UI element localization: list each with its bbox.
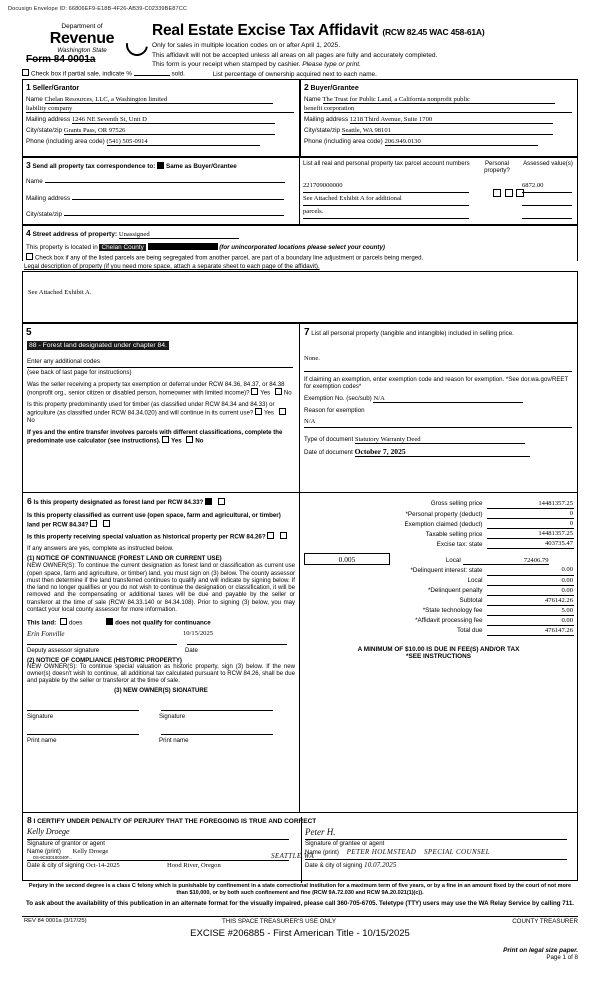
local-rate-value: 0.005	[338, 555, 356, 564]
legal-size-note	[22, 947, 578, 961]
exemption-no-value[interactable]: N/A	[373, 395, 523, 403]
page-number: Page 1 of 8	[546, 954, 578, 961]
tax-value-total[interactable]: 476147.26	[487, 625, 574, 635]
q5-3-no-checkbox[interactable]	[186, 436, 193, 443]
tax-value-delinq-penalty[interactable]: 0.00	[487, 585, 574, 595]
tax-row	[304, 509, 574, 519]
section-tax-correspondence	[22, 157, 300, 225]
assessed-value-1[interactable]: 6872.00	[522, 182, 572, 193]
q5-2-yes-checkbox[interactable]	[255, 408, 262, 415]
ada-text: To ask about the availability of this publication in an alternate format for the visually impaired, please call 360-705-6705. Teletype (TTY) users may use the WA Relay Service by calling 711.	[25, 900, 574, 907]
page-title-rcw: (RCW 82.45 WAC 458-61A)	[382, 27, 485, 37]
q5-1-no-checkbox[interactable]	[275, 388, 282, 395]
tax-label-processing-fee: *Affidavit processing fee	[415, 617, 483, 624]
tax-value-exemption[interactable]: 0	[487, 519, 575, 529]
corr-citystate-value[interactable]	[64, 215, 284, 216]
section-5-number: 5	[26, 327, 32, 338]
notice-continuance-title: (1) NOTICE OF CONTINUANCE (FOREST LAND OR CURRENT USE)	[27, 555, 222, 563]
tax-label-delinq-penalty: *Delinquent penalty	[427, 587, 483, 594]
street-address-value[interactable]: Unassigned	[119, 231, 239, 239]
section-tax-computation	[300, 493, 578, 813]
page-title-text: Real Estate Excise Tax Affidavit	[152, 22, 379, 39]
new-owner-sig-label-2: Signature	[159, 713, 186, 721]
section-use-code	[22, 323, 300, 493]
reason-exemption-value[interactable]: N/A	[304, 418, 572, 428]
subtitle-line3: This form is your receipt when stamped by cashier.	[152, 61, 303, 69]
tax-row	[304, 539, 574, 549]
assessed-value-2[interactable]	[522, 195, 572, 206]
section-4-title: Street address of property:	[32, 231, 118, 238]
grantee-name-label: Name (print)	[305, 849, 339, 856]
deputy-date-label: Date	[185, 646, 198, 654]
section-street-address	[22, 225, 578, 261]
seller-name-value[interactable]: Chelan Resources, LLC, a Washington limited	[45, 96, 273, 104]
section-1-title: Seller/Grantor	[32, 85, 80, 92]
reason-exemption-label: Reason for exemption	[304, 406, 365, 414]
section-buyer	[300, 79, 578, 157]
exemption-no-label: Exemption No. (sec/sub)	[304, 394, 372, 402]
tax-label-state: Excise tax: state	[436, 540, 483, 548]
legal-desc-label: Legal description of property (if you need more space, attach a separate sheet to each page of the affidavit).	[24, 263, 320, 270]
same-as-buyer-label: Same as Buyer/Grantee	[166, 163, 237, 170]
tax-label-subtotal: Subtotal	[459, 597, 483, 604]
q6-3-yes-checkbox[interactable]	[267, 532, 274, 539]
same-as-buyer-checkbox[interactable]	[157, 162, 164, 169]
personal-property-value[interactable]: None.	[304, 355, 320, 362]
parcel-number-3[interactable]: parcels.	[303, 208, 469, 219]
thisland-label: This land:	[27, 619, 57, 627]
form-number: Form 84 0001a	[26, 54, 96, 65]
deputy-assessor-signature[interactable]: Erin Fonville	[27, 629, 65, 638]
grantor-name-label: Name (print)	[27, 848, 61, 855]
buyer-name-label: Name	[304, 96, 321, 103]
q5-1-yes: Yes	[260, 389, 271, 397]
perjury-text: Perjury in the second degree is a class C felony which is punishable by confinement in a state correctional institution for a maximum term of five years, or by a fine in an amount fixed by the court of not more than $10,000, or by both such confinement and fine (RCW 9A.72.030 and RCW 9A.20.021(1)(c)).	[28, 883, 572, 896]
section-1-number: 1	[26, 82, 31, 92]
docusign-envelope-id: Docusign Envelope ID: 66806EF9-E18B-4F26-AB39-C02339BE87CC	[8, 6, 187, 12]
buyer-phone-value[interactable]: 206.949.0130	[385, 138, 538, 146]
grantee-date-label: Date & city of signing	[305, 862, 363, 869]
thisland-does-checkbox[interactable]	[60, 618, 67, 625]
segregated-checkbox[interactable]	[26, 253, 33, 260]
ownership-note: List percentage of ownership acquired next to each name.	[212, 70, 377, 78]
thisland-does: does	[68, 619, 83, 627]
buyer-phone-label: Phone (including area code)	[304, 138, 383, 145]
rev-number: REV 84 0001a (3/17/25)	[24, 918, 87, 924]
form-subtitle	[152, 41, 437, 70]
see-back-note: (see back of last page for instructions)	[27, 369, 132, 376]
grantor-date-value[interactable]: Oct-14-2025	[85, 862, 120, 869]
local-rate-box[interactable]	[304, 553, 390, 565]
county-note: (for unincorporated locations please select your county)	[219, 244, 385, 251]
new-owner-sig-line-2[interactable]	[161, 709, 273, 711]
section-8-number: 8	[27, 815, 32, 825]
buyer-mail-value[interactable]: 1218 Third Avenue, Suite 1700	[350, 116, 553, 124]
section-2-number: 2	[304, 82, 309, 92]
assessed-value-3[interactable]	[522, 208, 572, 219]
grantee-date-value[interactable]: 10.07.2025	[363, 861, 397, 869]
notice-continuance-body: NEW OWNER(S): To continue the current designation as forest land or classification as current use (open space, farm and agriculture, or timber) land, you must sign on (3) below. The county assessor must then determine if the land transferred continues to qualify and will indicate by signing below. If the land no longer qualifies or you do not wish to continue the designation or classification, it will be removed and the compensating or additional taxes will be due and payable by the seller or transferor at the time of sale (RCW 84.33.140 or 84.34.108). Prior to signing (3) below, you may contact your local county assessor for more information.	[27, 563, 295, 613]
grantor-signature[interactable]: Kelly Droege	[27, 827, 70, 836]
personal-property-line	[304, 370, 572, 372]
tax-label-total: Total due	[457, 627, 483, 634]
form-header	[22, 22, 578, 78]
q6-2-yes-checkbox[interactable]	[90, 520, 97, 527]
tax-row	[304, 605, 574, 615]
county-treasurer-label: COUNTY TREASURER	[512, 918, 578, 925]
q6-2-no-checkbox[interactable]	[103, 520, 110, 527]
parcel-number-2[interactable]: See Attached Exhibit A for additional	[303, 195, 469, 206]
tax-row	[304, 625, 574, 635]
affidavit-sheet	[22, 22, 578, 961]
excise-stamp	[22, 928, 578, 939]
thisland-doesnot: does not qualify for continuance	[115, 619, 211, 627]
partial-sale-checkbox[interactable]	[22, 69, 29, 76]
grantee-city-value: SEATTLE WA	[271, 852, 315, 860]
doc-type-value[interactable]: Statutory Warranty Deed	[355, 436, 525, 444]
seller-phone-value[interactable]: (541) 505-0914	[107, 138, 260, 146]
partial-sale-row	[22, 69, 578, 78]
q5-2-label: Is this property predominantly used for timber (as classified under RCW 84.34 and 84.33) or agriculture (as classified under RCW 84.34.020) and will continue in its current use?	[27, 401, 275, 417]
treasurer-use-label: THIS SPACE TREASURER'S USE ONLY	[222, 918, 336, 925]
legal-desc-value[interactable]: See Attached Exhibit A.	[28, 289, 92, 296]
county-redaction	[148, 243, 218, 250]
seller-mail-value[interactable]: 1246 NE Seventh St, Unit D	[72, 116, 275, 124]
dept-line3: Washington State	[57, 46, 107, 54]
tax-value-state[interactable]: 403735.47	[487, 539, 575, 549]
grantee-name-value2[interactable]: SPECIAL COUNSEL	[423, 848, 490, 856]
q5-1-label: Was the seller receiving a property tax exemption or deferral under RCW 84.36, 84.37, or 84.38 (nonprofit org., senior citizen or disabled person, homeowner with limited income)?	[27, 381, 285, 397]
doc-type-label: Type of document	[304, 435, 354, 443]
seller-citystate-label: City/state/zip	[26, 127, 63, 134]
corr-name-value[interactable]	[45, 182, 285, 183]
deputy-sig-line	[27, 643, 177, 645]
buyer-citystate-label: City/state/zip	[304, 127, 341, 134]
q5-2-no-checkbox[interactable]	[279, 408, 286, 415]
deputy-date-line	[187, 643, 287, 645]
partial-sale-sold: sold.	[171, 70, 185, 78]
thisland-doesnot-checkbox[interactable]	[106, 618, 113, 625]
tax-value-delinq-interest-state[interactable]: 0.00	[487, 565, 574, 575]
dept-line1: Department of	[61, 23, 103, 30]
subtitle-line2: This affidavit will not be accepted unless all areas on all pages are fully and accurately completed.	[152, 51, 438, 59]
doc-date-value[interactable]: October 7, 2025	[355, 447, 530, 457]
section-6-number: 6	[27, 496, 32, 506]
tax-row	[304, 519, 574, 529]
new-owner-sig-label-1: Signature	[27, 713, 54, 721]
tax-row	[304, 615, 574, 625]
certify-title: I CERTIFY UNDER PENALTY OF PERJURY THAT THE FOREGOING IS TRUE AND CORRECT	[33, 818, 317, 825]
grantee-sig-label: Signature of grantee or agent	[305, 840, 385, 847]
section-seller	[22, 79, 300, 157]
tax-value-personal[interactable]: 0	[487, 509, 575, 519]
tax-label-delinq-interest-state: *Delinquent interest: state	[410, 567, 483, 574]
section-personal-property	[300, 323, 578, 493]
buyer-name-value2[interactable]: benefit corporation	[304, 105, 572, 113]
tax-value-gross[interactable]: 14481357.25	[487, 499, 575, 509]
section-4-number: 4	[26, 228, 31, 238]
grantee-name-line	[305, 858, 567, 860]
seller-name-label: Name	[26, 96, 43, 103]
footer-ada	[22, 900, 578, 908]
partial-sale-label: Check box if partial sale, indicate %	[31, 70, 132, 78]
grantor-docusign-id: DS-9C930180340F...	[33, 855, 73, 860]
tax-label-gross: Gross selling price	[430, 500, 483, 508]
q5-2-yes: Yes	[263, 409, 274, 417]
grantor-city-value[interactable]: Hood River, Oregon	[167, 862, 221, 869]
personal-property-checkbox-2[interactable]	[505, 189, 513, 197]
tax-label-tech-fee: *State technology fee	[422, 607, 483, 614]
grantee-signature[interactable]: Peter H.	[305, 827, 336, 837]
tax-row	[304, 499, 574, 509]
see-instructions-note: *SEE INSTRUCTIONS	[406, 652, 471, 660]
tax-row	[304, 585, 574, 595]
q5-1-yes-checkbox[interactable]	[251, 388, 258, 395]
tax-rows-bottom	[304, 565, 574, 636]
seller-mail-label: Mailing address	[26, 116, 71, 123]
tax-label-delinq-interest-local: Local	[467, 577, 483, 584]
personal-col-header: Personal property?	[484, 160, 510, 174]
corr-citystate-label: City/state/zip	[26, 211, 63, 218]
seller-phone-label: Phone (including area code)	[26, 138, 105, 145]
grantor-name-value[interactable]: Kelly Droege	[72, 848, 109, 855]
tax-row	[304, 529, 574, 539]
personal-property-checkbox-1[interactable]	[493, 189, 501, 197]
section-2-title: Buyer/Grantee	[310, 85, 359, 92]
parcel-col-header: List all real and personal property tax parcel account numbers	[303, 160, 470, 167]
corr-mail-value[interactable]	[72, 199, 284, 200]
new-owner-sig-title: (3) NEW OWNER(S) SIGNATURE	[114, 687, 208, 695]
grantee-name-value[interactable]: PETER HOLMSTEAD	[346, 848, 417, 856]
section-classification	[22, 493, 300, 813]
additional-codes-field[interactable]	[27, 366, 293, 368]
if-any-yes-note: If any answers are yes, complete as instructed below.	[27, 545, 174, 553]
tax-value-tech-fee[interactable]: 5.00	[487, 605, 574, 615]
footer-perjury	[22, 883, 578, 897]
certify-divider	[301, 817, 302, 883]
subtitle-line3-italic: Please type or print.	[302, 61, 361, 69]
q6-2-label: Is this property classified as current use (open space, farm and agricultural, or timber) land per RCW 84.34?	[27, 512, 281, 529]
footer-rule	[22, 916, 578, 917]
doc-date-label: Date of document	[304, 448, 353, 456]
q5-3-label: If yes and the entire transfer involves parcels with different classifications, complete the predominate use calculator (see instructions).	[27, 428, 283, 445]
notice-compliance-title: (2) NOTICE OF COMPLIANCE (HISTORIC PROPERTY)	[27, 656, 182, 664]
county-value[interactable]: Chelan County	[101, 244, 144, 251]
buyer-mail-label: Mailing address	[304, 116, 349, 123]
q5-1-no: No	[283, 389, 292, 397]
q5-3-yes: Yes	[171, 437, 182, 445]
tax-label-exemption: Exemption claimed (deduct)	[404, 520, 483, 528]
tax-value-subtotal[interactable]: 476142.26	[487, 595, 574, 605]
tax-label-personal: *Personal property (deduct)	[405, 510, 483, 518]
new-owner-sig-line-1[interactable]	[27, 709, 139, 711]
tax-row	[304, 575, 574, 585]
q6-3-no-checkbox[interactable]	[280, 532, 287, 539]
new-owner-print-label-2: Print name	[159, 737, 189, 745]
dept-line2: Revenue	[49, 29, 115, 47]
additional-codes-label: Enter any additional codes	[27, 358, 100, 365]
legal-desc-box	[22, 271, 578, 323]
q6-1-yes-checkbox[interactable]	[205, 498, 212, 505]
exemption-note: If claiming an exemption, enter exemption code and reason for exemption. *See dor.wa.gov/REET for exemption codes*	[304, 376, 569, 391]
section-certification	[22, 813, 578, 881]
parcel-table	[300, 157, 578, 225]
q6-3-label: Is this property receiving special valuation as historical property per RCW 84.26?	[27, 533, 266, 541]
corr-name-label: Name	[26, 178, 43, 185]
grantor-date-label: Date & city of signing	[27, 862, 85, 869]
q5-2-no: No	[27, 417, 35, 425]
q6-1-label: Is this property designated as forest land per RCW 84.33?	[33, 499, 204, 506]
section-3-title: Send all property tax correspondence to:	[32, 163, 156, 170]
excise-stamp-text: EXCISE #206885 - First American Title - 10/15/2025	[190, 928, 410, 939]
q5-3-yes-checkbox[interactable]	[162, 436, 169, 443]
deputy-assessor-label: Deputy assessor signature	[27, 646, 100, 654]
seller-name-value2[interactable]: liability company	[26, 105, 294, 113]
assessed-col-header: Assessed value(s)	[523, 160, 573, 167]
section-7-title: List all personal property (tangible and intangible) included in selling price.	[311, 330, 514, 337]
minimum-due-note: A MINIMUM OF $10.00 IS DUE IN FEE(S) AND/OR TAX	[357, 645, 520, 653]
deputy-assessor-date[interactable]: 10/15/2025	[183, 629, 214, 637]
grantor-sig-label: Signature of grantor or agent	[27, 840, 105, 847]
q5-3-no: No	[195, 437, 204, 445]
section-7-number: 7	[304, 327, 310, 338]
land-use-code[interactable]: 88 - Forest land designated under chapter 84.	[29, 342, 167, 349]
tax-label-taxable: Taxable selling price	[425, 530, 483, 538]
corr-mail-label: Mailing address	[26, 195, 71, 202]
section-3-number: 3	[26, 160, 31, 170]
segregated-label: Check box if any of the listed parcels are being segregated from another parcel, are part of a boundary line adjustment or parcels being merged.	[35, 254, 424, 262]
q6-1-no-checkbox[interactable]	[218, 498, 225, 505]
tax-row	[304, 565, 574, 575]
seller-citystate-value[interactable]: Grants Pass, OR 97526	[64, 127, 275, 135]
new-owner-print-label-1: Print name	[27, 737, 57, 745]
buyer-name-value[interactable]: The Trust for Public Land, a California nonprofit public	[323, 96, 555, 104]
parcel-number-1[interactable]: 221709000000	[303, 182, 469, 193]
buyer-citystate-value[interactable]: Seattle, WA 98101	[342, 127, 553, 135]
new-owner-print-line-2[interactable]	[161, 733, 273, 735]
tax-rows-top	[304, 499, 574, 549]
partial-sale-percent[interactable]	[134, 75, 170, 76]
tax-label-local: Local	[445, 557, 461, 564]
notice-compliance-body: NEW OWNER(S): To continue special valuation as historic property, sign (3) below. If the new owner(s) doesn't wish to continue, all additional tax calculated pursuant to RCW 84.26, shall be due and payable by the seller or transferor at the time of sale.	[27, 663, 295, 684]
tax-value-processing-fee[interactable]: 0.00	[487, 615, 574, 625]
county-label: This property is located in	[26, 244, 98, 251]
legal-size-text: Print on legal size paper.	[503, 947, 578, 954]
subtitle-line1: Only for sales in multiple location codes on or after April 1, 2025.	[152, 42, 341, 49]
tax-value-taxable[interactable]: 14481357.25	[487, 529, 575, 539]
page-title	[152, 22, 484, 40]
tax-value-delinq-interest-local[interactable]: 0.00	[487, 575, 574, 585]
legal-desc-label-row	[24, 263, 576, 270]
tax-row	[304, 595, 574, 605]
new-owner-print-line-1[interactable]	[27, 733, 139, 735]
tax-value-local[interactable]: 72406.79	[463, 557, 549, 565]
dor-logo	[22, 24, 142, 54]
